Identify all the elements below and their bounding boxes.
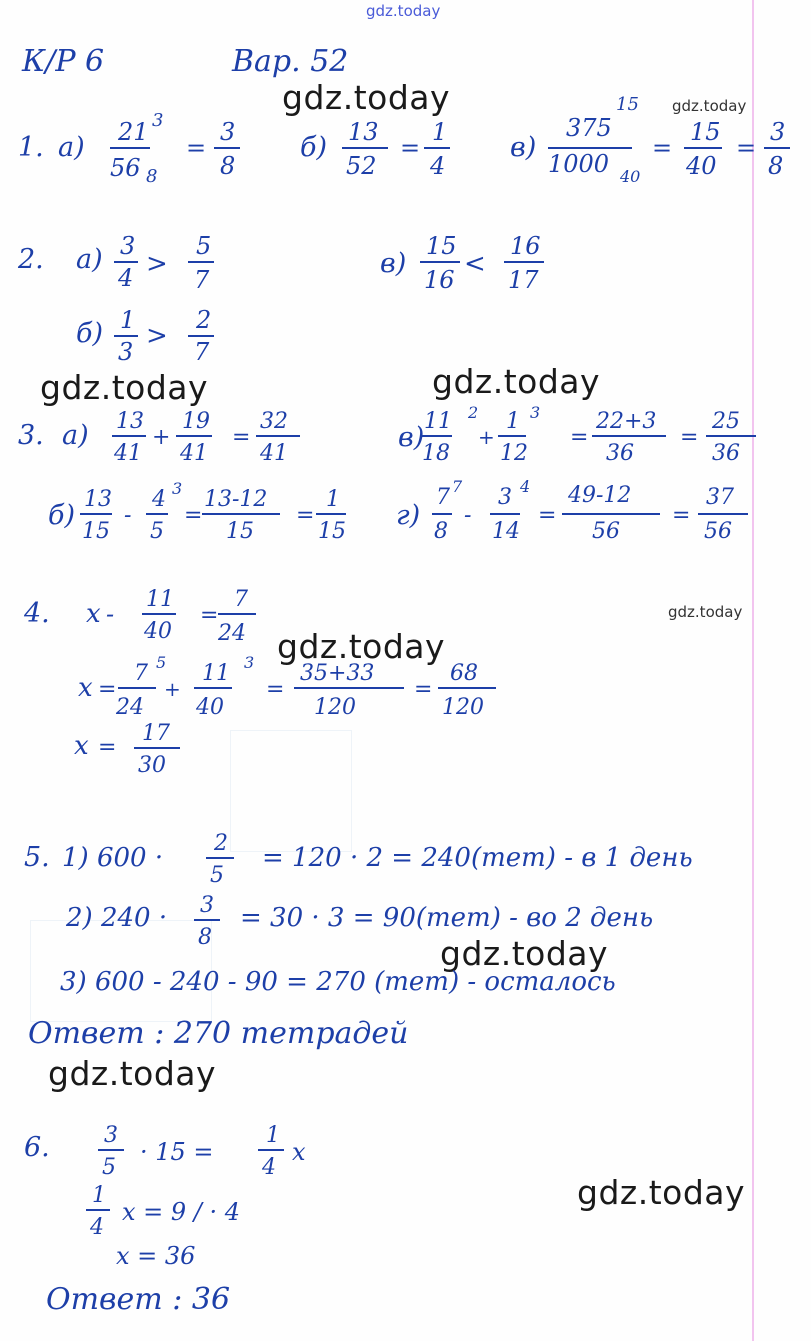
numerator: 17	[142, 721, 170, 746]
plus-sign: +	[164, 677, 181, 701]
numerator: 11	[146, 587, 174, 612]
minus-sign: -	[464, 503, 472, 528]
watermark-top: gdz.today	[366, 2, 441, 20]
watermark: gdz.today	[48, 1054, 217, 1093]
variable-x: x	[86, 599, 101, 629]
numerator: 49-12	[568, 483, 632, 508]
numerator: 7	[134, 661, 148, 686]
header-left: К/Р 6	[22, 44, 105, 79]
part-label: б)	[300, 132, 328, 163]
equals-sign: =	[98, 677, 117, 702]
denominator: 30	[138, 753, 166, 778]
task-number: 2.	[18, 244, 44, 275]
task-number: 1.	[18, 132, 44, 163]
equals-sign: =	[266, 677, 285, 702]
equals-sign: =	[736, 134, 757, 162]
numerator: 3	[770, 118, 786, 146]
factor: 3	[172, 479, 183, 498]
variable-x: x	[78, 673, 93, 703]
numerator: 1	[120, 306, 136, 334]
denominator: 52	[346, 152, 377, 180]
numerator: 2	[214, 831, 228, 856]
numerator: 13-12	[204, 487, 268, 512]
denominator: 40	[144, 619, 172, 644]
numerator: 3	[104, 1123, 118, 1148]
denominator: 5	[150, 519, 164, 544]
equals-sign: =	[186, 134, 207, 162]
part-label: а)	[62, 420, 89, 451]
denominator: 5	[210, 863, 224, 888]
task-4	[0, 587, 811, 782]
denominator: 41	[260, 441, 288, 466]
numerator: 3	[120, 232, 136, 260]
part-label: в)	[380, 248, 407, 279]
task-2	[0, 232, 811, 372]
denominator: 56	[592, 519, 620, 544]
header-right: Вар. 52	[232, 44, 349, 79]
watermark: gdz.today	[577, 1173, 746, 1212]
numerator: 3	[200, 893, 214, 918]
equals-sign: =	[672, 503, 691, 528]
task-5	[0, 832, 811, 1032]
denominator: 4	[430, 152, 446, 180]
numerator: 21	[118, 118, 149, 146]
numerator: 19	[182, 409, 210, 434]
denominator: 40	[196, 695, 224, 720]
equals-sign: =	[414, 677, 433, 702]
numerator: 13	[348, 118, 379, 146]
numerator: 16	[510, 232, 541, 260]
denominator: 7	[194, 338, 210, 366]
equals-sign: =	[98, 735, 117, 760]
watermark: gdz.today	[668, 603, 743, 621]
numerator: 375	[566, 114, 612, 142]
part-label: в)	[398, 422, 425, 453]
numerator: 1	[506, 409, 520, 434]
denominator: 36	[606, 441, 634, 466]
denominator: 8	[220, 152, 236, 180]
denominator: 12	[500, 441, 528, 466]
equals-sign: =	[680, 425, 699, 450]
numerator: 22+3	[596, 409, 657, 434]
numerator: 37	[706, 485, 734, 510]
denominator: 3	[118, 338, 134, 366]
numerator: 32	[260, 409, 288, 434]
numerator: 7	[234, 587, 248, 612]
numerator: 13	[116, 409, 144, 434]
expression: · 15 =	[140, 1138, 214, 1166]
numerator: 11	[424, 409, 452, 434]
step-prefix: 1) 600 ·	[62, 843, 164, 873]
denominator: 56	[704, 519, 732, 544]
step-result: = 30 · 3 = 90(тет) - во 2 день	[240, 903, 654, 933]
numerator: 1	[92, 1183, 106, 1208]
denominator: 15	[226, 519, 254, 544]
reduced-numerator: 3	[152, 110, 164, 131]
denominator: 7	[194, 266, 210, 294]
equals-sign: =	[652, 134, 673, 162]
minus-sign: -	[106, 600, 115, 628]
numerator: 35+33	[300, 661, 375, 686]
expression: x = 9 / · 4	[122, 1198, 241, 1226]
part-label: б)	[48, 500, 76, 531]
factor: 3	[244, 653, 255, 672]
compare-sign: >	[146, 249, 168, 279]
denominator: 4	[118, 264, 134, 292]
denominator: 41	[114, 441, 142, 466]
task-number: 3.	[18, 420, 44, 451]
denominator: 36	[712, 441, 740, 466]
denominator: 8	[768, 152, 784, 180]
numerator: 1	[326, 487, 340, 512]
denominator: 120	[442, 695, 484, 720]
watermark: gdz.today	[440, 934, 609, 973]
equals-sign: =	[200, 603, 219, 628]
numerator: 1	[266, 1123, 280, 1148]
factor: 5	[156, 653, 167, 672]
variable-x: x	[74, 731, 89, 761]
reduced-denominator: 8	[146, 166, 158, 187]
factor: 7	[452, 477, 463, 496]
step-prefix: 2) 240 ·	[66, 903, 168, 933]
numerator: 3	[498, 485, 512, 510]
denominator: 8	[198, 925, 212, 950]
denominator: 24	[116, 695, 144, 720]
denominator: 41	[180, 441, 208, 466]
step-line: 3) 600 - 240 - 90 = 270 (тет) - осталось	[60, 967, 616, 997]
compare-sign: >	[146, 321, 168, 351]
watermark: gdz.today	[277, 627, 446, 666]
watermark: gdz.today	[432, 362, 601, 401]
denominator: 40	[686, 152, 717, 180]
watermark: gdz.today	[672, 97, 747, 115]
denominator: 14	[492, 519, 520, 544]
denominator: 4	[90, 1215, 104, 1240]
equals-sign: =	[184, 503, 203, 528]
equals-sign: =	[400, 134, 421, 162]
task-number: 4.	[24, 598, 50, 629]
minus-sign: -	[124, 503, 132, 528]
plus-sign: +	[152, 425, 171, 450]
factor: 2	[468, 403, 479, 422]
compare-sign: <	[464, 249, 486, 279]
denominator: 5	[102, 1155, 116, 1180]
denominator: 17	[508, 266, 539, 294]
task-number: 5.	[24, 842, 50, 873]
reduced-denominator: 40	[620, 167, 641, 186]
equals-sign: =	[232, 425, 251, 450]
answer-6: Ответ : 36	[46, 1282, 231, 1317]
numerator: 5	[196, 232, 212, 260]
numerator: 3	[220, 118, 236, 146]
task-number: 6.	[24, 1132, 50, 1163]
equals-sign: =	[296, 503, 315, 528]
part-label: в)	[510, 132, 537, 163]
variable-x: x	[292, 1138, 306, 1166]
factor: 3	[530, 403, 541, 422]
part-label: а)	[76, 244, 103, 275]
denominator: 4	[262, 1155, 276, 1180]
watermark: gdz.today	[282, 78, 451, 117]
denominator: 15	[82, 519, 110, 544]
denominator: 120	[314, 695, 356, 720]
denominator: 56	[110, 154, 141, 182]
denominator: 18	[422, 441, 450, 466]
numerator: 15	[426, 232, 457, 260]
numerator: 25	[712, 409, 740, 434]
answer-5: Ответ : 270 тетрадей	[28, 1016, 409, 1051]
numerator: 13	[84, 487, 112, 512]
part-label: г)	[396, 500, 421, 531]
numerator: 7	[436, 485, 450, 510]
numerator: 68	[450, 661, 478, 686]
denominator: 8	[434, 519, 448, 544]
denominator: 16	[424, 266, 455, 294]
task-3	[0, 402, 811, 542]
part-label: а)	[58, 132, 85, 163]
expression: x = 36	[116, 1242, 196, 1270]
denominator: 24	[218, 621, 246, 646]
step-result: = 120 · 2 = 240(тет) - в 1 день	[262, 843, 693, 873]
denominator: 15	[318, 519, 346, 544]
numerator: 4	[152, 487, 166, 512]
numerator: 1	[432, 118, 448, 146]
equals-sign: =	[570, 425, 589, 450]
reduced-numerator: 15	[616, 94, 639, 115]
denominator: 1000	[548, 150, 610, 178]
equals-sign: =	[538, 503, 557, 528]
watermark: gdz.today	[40, 368, 209, 407]
plus-sign: +	[478, 425, 495, 449]
numerator: 11	[202, 661, 230, 686]
numerator: 15	[690, 118, 721, 146]
numerator: 2	[196, 306, 212, 334]
part-label: б)	[76, 318, 104, 349]
factor: 4	[520, 477, 531, 496]
